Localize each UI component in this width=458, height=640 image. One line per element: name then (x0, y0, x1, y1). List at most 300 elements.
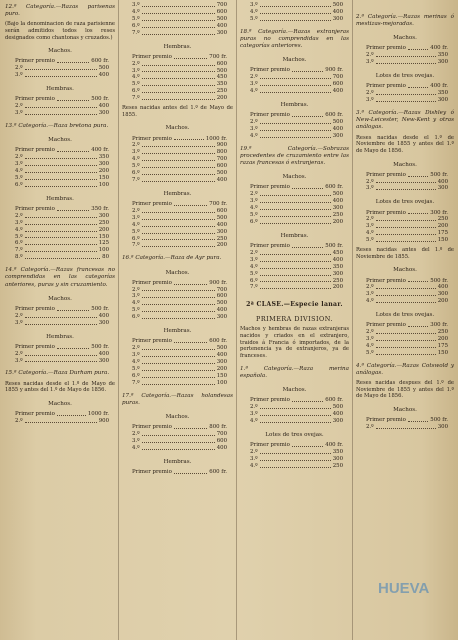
dot-leader (142, 163, 215, 168)
subheading: Machos. (48, 400, 72, 407)
prize-row (132, 424, 227, 431)
prize-list (356, 417, 454, 431)
prize-list (122, 54, 233, 102)
prize-row (15, 306, 109, 313)
prize-row (250, 2, 343, 9)
prize-rank: 2.º (366, 284, 374, 291)
prize-row (15, 344, 109, 351)
prize-rank: 4.º (132, 8, 140, 15)
prize-list (5, 96, 115, 117)
prize-amount: 600 fr. (209, 338, 227, 345)
dot-leader (142, 177, 215, 182)
subheading: Machos. (48, 295, 72, 302)
prize-amount: 300 (98, 161, 109, 168)
prize-row (250, 257, 343, 264)
prize-amount: 150 (437, 237, 448, 244)
prize-row (132, 242, 227, 249)
dot-leader (408, 417, 428, 422)
prize-amount: 150 (98, 174, 109, 181)
dot-leader (260, 250, 331, 255)
dot-leader (25, 65, 97, 70)
paragraph: (Bajo la denominacion de raza parisienne serán admitidos todos los reses designados como chantonas y cruzados.) (5, 21, 115, 41)
dot-leader (260, 198, 331, 203)
prize-rank: Primer premio (132, 135, 172, 142)
dot-leader (408, 322, 428, 327)
prize-rank: Primer premio (15, 305, 55, 312)
prize-list (122, 469, 233, 476)
prize-amount: 500 fr. (91, 96, 109, 103)
prize-row (132, 88, 227, 95)
prize-amount: 500 (216, 300, 227, 307)
prize-rank: 2.º (366, 216, 374, 223)
prize-amount: 400 (216, 221, 227, 228)
prize-rank: 3.º (250, 198, 258, 205)
dot-leader (260, 284, 331, 289)
prize-amount: 400 (332, 256, 343, 263)
prize-row (15, 182, 109, 189)
dot-leader (260, 205, 331, 210)
prize-row (366, 83, 448, 90)
prize-rank: 3.º (15, 110, 23, 117)
prize-rank: 6.º (250, 277, 258, 284)
prize-amount: 1000 fr. (205, 135, 227, 142)
dot-leader (260, 119, 331, 124)
prize-amount: 250 (332, 462, 343, 469)
prize-amount: 800 fr. (209, 424, 227, 431)
dot-leader (174, 280, 207, 285)
prize-amount: 1000 fr. (87, 411, 109, 418)
prize-amount: 400 (332, 198, 343, 205)
prize-rank: 6.º (132, 22, 140, 29)
prize-row (132, 431, 227, 438)
dot-leader (260, 257, 331, 262)
prize-rank: 6.º (132, 235, 140, 242)
prize-row (132, 215, 227, 222)
prize-rank: 2.º (366, 90, 374, 97)
prize-rank: 3.º (132, 67, 140, 74)
category-heading: 19.ª Categoría.—Sobrazas procedentes de cruzamiento entre las razas francesas ó extranjeras. (240, 145, 349, 167)
prize-rank: 7.º (132, 242, 140, 249)
prize-amount: 500 (332, 119, 343, 126)
subheading: Hembras. (46, 86, 74, 93)
prize-list (240, 442, 349, 470)
category-heading: 16.ª Categoría.—Raza de Ayr pura. (122, 255, 222, 262)
prize-list (356, 278, 454, 306)
prize-row (15, 154, 109, 161)
subheading: Machos. (48, 137, 72, 144)
dot-leader (142, 380, 215, 385)
prize-rank: 3.º (132, 2, 140, 8)
dot-leader (408, 172, 428, 177)
prize-amount: 500 (216, 170, 227, 177)
prize-rank: 3.º (132, 352, 140, 359)
dot-leader (25, 320, 97, 325)
prize-amount: 150 (98, 233, 109, 240)
prize-rank: 3.º (250, 256, 258, 263)
prize-row (366, 97, 448, 104)
prize-amount: 500 (332, 404, 343, 411)
prize-rank: 7.º (250, 284, 258, 291)
prize-row (250, 191, 343, 198)
prize-row (132, 236, 227, 243)
dot-leader (376, 284, 436, 289)
column-1 (2, 0, 118, 640)
prize-rank: 6.º (132, 372, 140, 379)
prize-amount: 500 (216, 15, 227, 22)
class-heading: 2ª CLASE.—Especie lanar. (246, 301, 343, 309)
prize-row (15, 220, 109, 227)
dot-leader (174, 201, 207, 206)
dot-leader (25, 351, 97, 356)
prize-row (132, 314, 227, 321)
prize-row (250, 9, 343, 16)
dot-leader (260, 264, 331, 269)
prize-row (366, 230, 448, 237)
subheading: Hembras. (163, 190, 192, 197)
prize-list (240, 2, 349, 23)
prize-amount: 700 fr. (209, 53, 227, 60)
prize-rank: 2.º (132, 286, 140, 293)
prize-amount: 250 (332, 277, 343, 284)
prize-rank: 4.º (132, 156, 140, 163)
prize-row (250, 198, 343, 205)
prize-rank: 3.º (366, 336, 374, 343)
prize-rank: 5.º (132, 15, 140, 22)
prize-rank: 2.º (366, 424, 374, 431)
division-heading: PRIMERA DIVISION. (256, 315, 333, 324)
dot-leader (376, 179, 436, 184)
prize-rank: 3.º (250, 411, 258, 417)
dot-leader (142, 300, 215, 305)
prize-amount: 200 (216, 95, 227, 102)
prize-row (132, 23, 227, 30)
prize-amount: 400 fr. (430, 45, 448, 52)
prize-row (250, 397, 343, 404)
dot-leader (25, 154, 97, 159)
prize-row (15, 213, 109, 220)
prize-row (132, 95, 227, 102)
dot-leader (376, 185, 436, 190)
prize-rank: Primer premio (15, 343, 55, 350)
dot-leader (292, 67, 323, 72)
dot-leader (142, 373, 215, 378)
prize-amount: 500 fr. (430, 171, 448, 178)
prize-list (122, 424, 233, 452)
prize-rank: 2.º (250, 249, 258, 256)
dot-leader (25, 103, 97, 108)
prize-amount: 300 (216, 29, 227, 36)
prize-amount: 500 (216, 214, 227, 221)
prize-row (366, 185, 448, 192)
prize-amount: 300 (216, 358, 227, 365)
prize-rank: 4.º (366, 230, 374, 237)
prize-row (250, 264, 343, 271)
dot-leader (142, 445, 215, 450)
prize-amount: 500 fr. (91, 305, 109, 312)
prize-rank: 3.º (366, 223, 374, 230)
prize-row (132, 81, 227, 88)
prize-rank: 5.º (132, 307, 140, 314)
prize-rank: 2.º (366, 178, 374, 185)
dot-leader (142, 242, 215, 247)
prize-rank: 2.º (15, 212, 23, 219)
dot-leader (260, 81, 331, 86)
dot-leader (142, 208, 215, 213)
prize-row (132, 74, 227, 81)
prize-amount: 500 fr. (430, 417, 448, 424)
prize-amount: 400 (216, 307, 227, 314)
watermark-text: HUEVA (378, 580, 430, 597)
prize-rank: Primer premio (132, 201, 172, 207)
prize-amount: 200 (216, 365, 227, 372)
prize-amount: 200 (98, 168, 109, 175)
dot-leader (260, 16, 331, 21)
prize-row (250, 212, 343, 219)
subheading: Hembras. (46, 195, 74, 202)
paragraph: Reses nacidas despues del 1.º de Noviembre de 1855 y antes del 1.º de Mayo de 1856. (356, 380, 454, 400)
prize-amount: 600 (216, 207, 227, 214)
dot-leader (142, 142, 215, 147)
prize-rank: 5.º (366, 349, 374, 356)
category-heading: 18.ª Categoría.—Razas extranjeras puras no comprendidas en las categorías anteriores. (240, 28, 349, 50)
prize-amount: 300 (98, 110, 109, 117)
subheading: Lotes de tres ovejas. (375, 199, 435, 206)
prize-row (132, 163, 227, 170)
prize-row (132, 287, 227, 294)
prize-rank: 4.º (132, 221, 140, 228)
prize-amount: 400 (98, 312, 109, 319)
prize-rank: Primer premio (250, 112, 290, 119)
prize-rank: 3.º (250, 2, 258, 8)
dot-leader (376, 336, 436, 341)
prize-rank: 5.º (15, 174, 23, 181)
prize-amount: 500 fr. (325, 242, 343, 249)
dot-leader (142, 236, 215, 241)
prize-amount: 450 (216, 74, 227, 81)
prize-amount: 350 (216, 81, 227, 88)
prize-row (366, 343, 448, 350)
prize-rank: 7.º (15, 247, 23, 254)
prize-row (366, 336, 448, 343)
prize-rank: 3.º (132, 437, 140, 444)
dot-leader (408, 278, 428, 283)
prize-rank: Primer premio (132, 338, 172, 345)
subheading: Machos. (165, 125, 190, 132)
dot-leader (376, 230, 436, 235)
prize-amount: 700 (216, 2, 227, 8)
prize-rank: Primer premio (366, 209, 406, 216)
prize-row (15, 175, 109, 182)
subheading: Lotes de tres ovejas. (375, 312, 435, 319)
prize-amount: 600 (216, 293, 227, 300)
prize-rank: 2.º (15, 65, 23, 72)
prize-row (132, 300, 227, 307)
prize-row (250, 119, 343, 126)
prize-amount: 400 fr. (325, 441, 343, 448)
prize-rank: 3.º (15, 357, 23, 364)
prize-row (250, 271, 343, 278)
prize-row (250, 404, 343, 411)
dot-leader (292, 442, 323, 447)
prize-amount: 250 (98, 219, 109, 226)
prize-amount: 400 fr. (91, 147, 109, 154)
prize-rank: 8.º (15, 254, 23, 261)
prize-amount: 300 (437, 291, 448, 298)
category-heading: 1.ª Categoría.—Raza merina española. (240, 365, 349, 379)
prize-amount: 500 (216, 67, 227, 74)
dot-leader (142, 16, 215, 21)
prize-amount: 800 (216, 149, 227, 156)
prize-row (366, 322, 448, 329)
prize-row (132, 177, 227, 184)
prize-amount: 300 (437, 185, 448, 192)
prize-rank: Primer premio (15, 58, 55, 65)
prize-rank: 2.º (15, 154, 23, 161)
prize-amount: 100 (216, 379, 227, 386)
dot-leader (25, 247, 97, 252)
prize-list (356, 45, 454, 66)
prize-amount: 500 (332, 2, 343, 8)
dot-leader (142, 149, 215, 154)
prize-rank: Primer premio (366, 45, 406, 52)
dot-leader (376, 424, 436, 429)
prize-row (366, 90, 448, 97)
prize-amount: 300 (98, 319, 109, 326)
prize-rank: 5.º (132, 228, 140, 235)
dot-leader (25, 418, 97, 423)
prize-rank: 6.º (250, 218, 258, 225)
prize-row (132, 445, 227, 452)
dot-leader (142, 366, 215, 371)
prize-row (250, 126, 343, 133)
prize-rank: 4.º (250, 263, 258, 270)
prize-row (15, 206, 109, 213)
prize-rank: 4.º (15, 168, 23, 175)
prize-amount: 600 (216, 8, 227, 15)
prize-rank: 2.º (250, 448, 258, 455)
prize-list (5, 206, 115, 261)
prize-list (122, 136, 233, 184)
dot-leader (142, 307, 215, 312)
prize-amount: 600 (216, 437, 227, 444)
dot-leader (376, 59, 436, 64)
dot-leader (25, 227, 97, 232)
category-heading: 17.ª Categoría.—Razas holandesas puras. (122, 392, 233, 406)
prize-amount: 600 (216, 60, 227, 67)
prize-row (15, 411, 109, 418)
prize-rank: Primer premio (132, 424, 172, 431)
dot-leader (142, 229, 215, 234)
prize-rank: Primer premio (250, 242, 290, 249)
prize-rank: 4.º (132, 444, 140, 451)
category-heading: 2.ª Categoría.—Razas merinas ó mestizas-mejoradas. (356, 14, 454, 28)
prize-amount: 400 (98, 72, 109, 79)
prize-rank: Primer premio (132, 279, 172, 286)
prize-amount: 600 (216, 163, 227, 170)
prize-row (250, 250, 343, 257)
subheading: Machos. (282, 57, 307, 64)
prize-amount: 300 fr. (430, 209, 448, 216)
prize-rank: 6.º (15, 240, 23, 247)
prize-row (15, 96, 109, 103)
dot-leader (25, 213, 97, 218)
dot-leader (142, 95, 215, 100)
subheading: Hembras. (163, 43, 192, 50)
subheading: Machos. (48, 48, 72, 55)
prize-row (366, 278, 448, 285)
prize-row (366, 210, 448, 217)
prize-rank: 2.º (250, 74, 258, 81)
prize-amount: 900 (98, 417, 109, 424)
prize-row (366, 417, 448, 424)
dot-leader (57, 58, 89, 63)
prize-amount: 100 (98, 247, 109, 254)
category-heading: 15.ª Categoría.—Raza Durham pura. (5, 370, 110, 377)
prize-amount: 150 (216, 372, 227, 379)
prize-rank: 2.º (15, 350, 23, 357)
dot-leader (57, 206, 89, 211)
dot-leader (57, 147, 89, 152)
prize-amount: 200 (216, 242, 227, 249)
prize-amount: 300 (332, 15, 343, 22)
subheading: Hembras. (280, 232, 309, 239)
prize-rank: 3.º (132, 214, 140, 221)
prize-amount: 125 (98, 240, 109, 247)
prize-row (132, 438, 227, 445)
prize-rank: Primer premio (15, 411, 55, 418)
paragraph: Reses nacidas desde el 1.º de Mayo de 1855 y antes del 1.º de Mayo de 1856. (5, 380, 115, 394)
prize-rank: Primer premio (15, 205, 55, 212)
dot-leader (142, 352, 215, 357)
prize-row (250, 74, 343, 81)
subheading: Machos. (393, 407, 417, 414)
prize-rank: Primer premio (366, 417, 406, 424)
prize-row (132, 208, 227, 215)
prize-row (15, 103, 109, 110)
prize-row (132, 156, 227, 163)
prize-list (240, 112, 349, 140)
dot-leader (376, 237, 436, 242)
prize-rank: 3.º (15, 219, 23, 226)
prize-rank: 4.º (250, 205, 258, 212)
dot-leader (25, 72, 97, 77)
prize-rank: 3.º (15, 161, 23, 168)
prize-row (15, 418, 109, 425)
prize-row (15, 313, 109, 320)
prize-rank: 3.º (366, 59, 374, 66)
dot-leader (376, 52, 436, 57)
dot-leader (57, 344, 89, 349)
prize-amount: 450 (332, 249, 343, 256)
dot-leader (142, 431, 215, 436)
prize-rank: 4.º (132, 74, 140, 81)
dot-leader (142, 438, 215, 443)
prize-row (250, 411, 343, 418)
prize-amount: 175 (437, 230, 448, 237)
prize-row (250, 456, 343, 463)
dot-leader (260, 126, 331, 131)
prize-row (366, 291, 448, 298)
prize-amount: 300 (332, 205, 343, 212)
prize-amount: 350 (332, 263, 343, 270)
prize-row (366, 52, 448, 59)
prize-amount: 300 (332, 132, 343, 139)
prize-amount: 600 fr. (325, 397, 343, 404)
prize-rank: 2.º (15, 417, 23, 424)
prize-rank: 2.º (132, 142, 140, 149)
dot-leader (376, 350, 436, 355)
prize-amount: 200 (437, 223, 448, 230)
